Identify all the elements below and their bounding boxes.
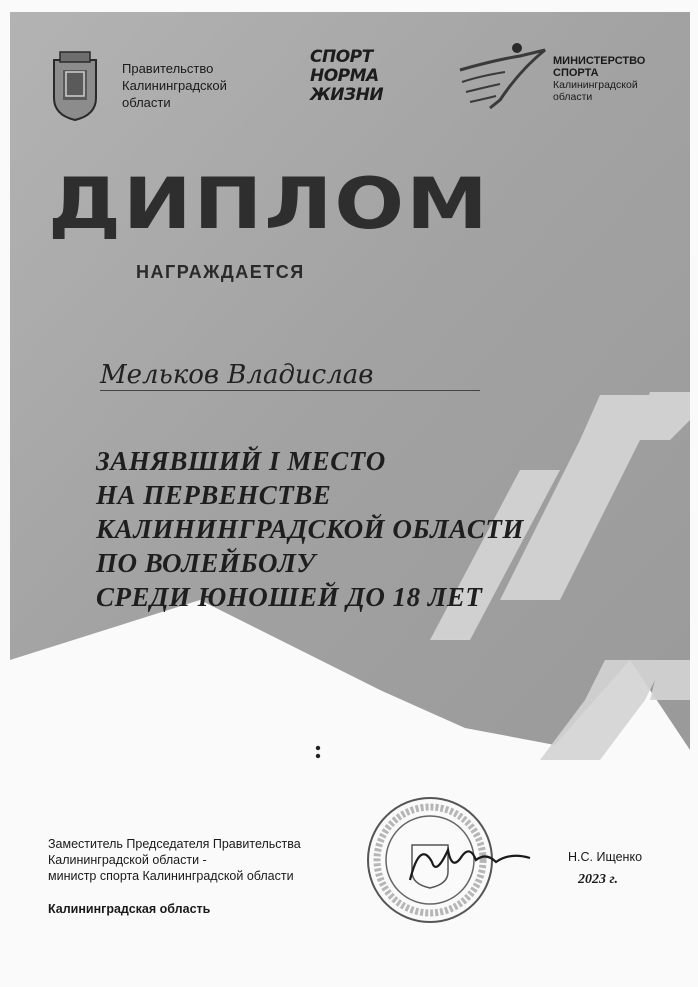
recipient-name: Мельков Владислав <box>100 360 480 391</box>
sport-norma-zhizni-logo <box>310 48 383 105</box>
year-label: 2023 г. <box>578 872 618 887</box>
diploma-title: ДИПЛОМ <box>48 163 490 246</box>
sport-logo-line: НОРМА <box>310 66 379 86</box>
ministry-label <box>553 55 645 103</box>
coat-of-arms-icon <box>54 52 96 120</box>
region-label: Калининградская область <box>48 902 211 916</box>
dot-mark <box>316 754 320 758</box>
sport-logo-line: СПОРТ <box>310 47 373 67</box>
achievement-line: ПО ВОЛЕЙБОЛУ <box>96 548 316 578</box>
achievement-line: НА ПЕРВЕНСТВЕ <box>96 480 332 510</box>
government-label <box>122 60 227 111</box>
government-line: области <box>122 95 171 110</box>
ministry-line: МИНИСТЕРСТВО <box>553 55 646 67</box>
achievement-line: КАЛИНИНГРАДСКОЙ ОБЛАСТИ <box>96 514 524 544</box>
achievement-line: СРЕДИ ЮНОШЕЙ ДО 18 ЛЕТ <box>96 582 483 612</box>
signer-title-line: министр спорта Калининградской области <box>48 869 294 883</box>
signer-title-line: Калининградской области - <box>48 853 207 867</box>
dot-mark <box>316 746 320 750</box>
signer-name: Н.С. Ищенко <box>568 850 643 864</box>
government-line: Калининградской <box>122 78 227 93</box>
sport-logo-line: ЖИЗНИ <box>310 85 384 105</box>
ministry-line: СПОРТА <box>553 67 599 79</box>
signer-title-line: Заместитель Председателя Правительства <box>48 837 301 851</box>
signer-title <box>48 836 301 884</box>
ministry-line: Калининградской <box>553 79 638 91</box>
achievement-line: ЗАНЯВШИЙ I МЕСТО <box>96 446 386 476</box>
awarded-label: НАГРАЖДАЕТСЯ <box>136 262 305 282</box>
achievement-text <box>96 444 524 614</box>
ministry-line: области <box>553 91 593 103</box>
government-line: Правительство <box>122 61 214 76</box>
